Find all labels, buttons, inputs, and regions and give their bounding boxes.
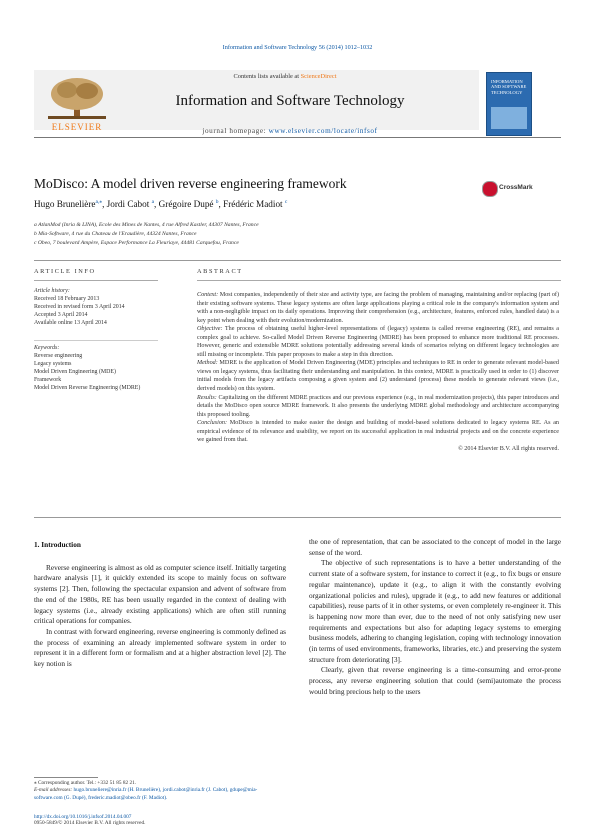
- article-info-heading: ARTICLE INFO: [34, 268, 96, 275]
- journal-cover-thumbnail[interactable]: [486, 72, 532, 136]
- keyword: Model Driven Reverse Engineering (MDRE): [34, 385, 141, 391]
- author-affiliation-mark[interactable]: a: [151, 199, 155, 205]
- author-name: Frédéric Madiot: [223, 199, 283, 210]
- abstract-label: Conclusion:: [197, 420, 228, 427]
- keyword: Reverse engineering: [34, 353, 83, 359]
- author-name: Jordi Cabot: [106, 199, 150, 210]
- elsevier-tree-icon: [34, 74, 120, 122]
- homepage-link[interactable]: www.elsevier.com/locate/infsof: [268, 127, 378, 135]
- copyright-notice: © 2014 Elsevier B.V. All rights reserved.: [458, 445, 559, 452]
- abstract-text: Most companies, independently of their size and activity type, are facing the problem of managing, maintaining and/or replacing (part of) their existing software systems. These legacy systems are often large applications playing a critical role in the company's information system and with a non-negligible impact on its daily operations. Improving their comprehension (e.g., architecture, features, enforced rules, handled data) is a key point when dealing with their evolution/modernization.: [197, 292, 559, 324]
- journal-reference[interactable]: Information and Software Technology 56 (2014) 1012–1032: [222, 44, 373, 51]
- abstract-label: Method:: [197, 360, 218, 367]
- homepage-prefix: journal homepage:: [202, 127, 269, 135]
- abstract-method: [197, 359, 559, 393]
- article-info-subdivider: [34, 340, 158, 341]
- affiliation-line: b Mia-Software, 4 rue du Chateau de l'Eraudière, 44324 Nantes, France: [34, 231, 197, 237]
- section-divider: [34, 517, 561, 518]
- body-paragraph: Clearly, given that reverse engineering is a time-consuming and error-prone process, any reverse engineering solution that could (semi)automate the process would bring precious help to the users: [309, 665, 561, 696]
- abstract-text: MDRE is the application of Model Driven Engineering (MDE) principles and techniques to RE in order to generate relevant model-based views on legacy systems, thus facilitating their understanding and manipulation. In this context, MDRE is practically used in order to (1) discover initial models from the legacy artifacts composing a given system and (2) understand (process) these models to generate relevant views (i.e., derived models) on this system.: [197, 360, 559, 393]
- abstract-label: Context:: [197, 292, 219, 298]
- abstract-heading: ABSTRACT: [197, 268, 243, 275]
- body-paragraph: In contrast with forward engineering, reverse engineering is commonly defined as the process of examining an already implemented software system in order to represent it in a different form or formalism and at a higher abstraction level [2]. The key notion is: [34, 626, 286, 669]
- publisher-logo-text: ELSEVIER: [51, 122, 103, 132]
- footnotes: [34, 780, 284, 802]
- article-title: MoDisco: A model driven reverse engineering framework: [34, 176, 347, 191]
- abstract-objective: [197, 325, 559, 359]
- crossmark-label: CrossMark: [499, 184, 533, 191]
- body-paragraph: Reverse engineering is almost as old as computer science itself. Initially targeting hardware analysis [1], it quickly extended its scope to mainly focus on software systems [2]. Then, following the spectacular expansion and advent of software from the end of the 1980s, RE has been usually regarded in the context of dealing with legacy systems (i.e., already existing applications) which are often still running critical operations for companies.: [34, 562, 286, 626]
- affiliations: [34, 221, 554, 248]
- keyword: Framework: [34, 377, 62, 383]
- corresponding-author-note: ⁎ Corresponding author. Tel.: +332 51 85 82 21.: [34, 780, 137, 786]
- body-column-right: [309, 537, 561, 698]
- sciencedirect-link[interactable]: ScienceDirect: [300, 73, 337, 80]
- section-divider: [34, 260, 561, 261]
- keywords-label: Keywords:: [34, 345, 60, 351]
- email-addresses[interactable]: hugo.bruneliere@inria.fr (H. Brunelière), jordi.cabot@inria.fr (J. Cabot), gdupe@mia-software.com (G. Dupé), frederic.madiot@obeo.fr (F. Madiot).: [34, 787, 258, 801]
- abstract-text: The process of obtaining useful higher-level representations of (legacy) systems is called reverse engineering (RE), and remains a complex goal to achieve. So-called Model Driven Reverse Engineering (MDRE) has been proposed to enhance more traditional RE processes. However, generic and extensible MDRE solutions potentially addressing several kinds of scenarios relying on different legacy technologies are still missing or incomplete. This paper proposes to make a step in this direction.: [197, 326, 559, 358]
- body-paragraph: the one of representation, that can be associated to the concept of model in the large sense of the word.: [309, 537, 561, 557]
- keyword: Model Driven Engineering (MDE): [34, 369, 116, 375]
- abstract-context: [197, 291, 559, 325]
- abstract-text: MoDisco is intended to make easier the design and building of model-based solutions dedicated to legacy systems RE. As an empirical evidence of its relevance and usability, we report on its successful application in real industrial projects and on the concrete experience we gained from that.: [197, 420, 559, 444]
- abstract-divider: [197, 280, 561, 281]
- author-list: Hugo Brunelière$^{a,⁎}$, Jordi Cabot $^a$, Grégoire Dupé $^b$, Frédéric Madiot $^c$: [34, 199, 288, 210]
- doi-rights: 0950-5849/© 2014 Elsevier B.V. All rights reserved.: [34, 820, 146, 826]
- email-note: [34, 787, 284, 802]
- history-label: Article history:: [34, 288, 70, 294]
- author-affiliation-mark[interactable]: b: [215, 199, 219, 205]
- email-label: E-mail addresses:: [34, 787, 73, 794]
- keywords: [34, 344, 184, 392]
- abstract-label: Objective:: [197, 326, 223, 333]
- footnote-divider: [34, 777, 98, 778]
- abstract-conclusion: [197, 419, 559, 445]
- body-column-left: [34, 540, 286, 670]
- affiliation-line: c Obeo, 7 boulevard Ampère, Espace Performance La Fleuriaye, 44481 Carquefou, France: [34, 240, 239, 246]
- history-item: Received in revised form 3 April 2014: [34, 304, 125, 310]
- crossmark-badge[interactable]: [482, 181, 552, 197]
- abstract-label: Results:: [197, 394, 217, 401]
- journal-homepage: [140, 127, 440, 135]
- article-history: [34, 287, 184, 327]
- abstract-results: [197, 394, 559, 420]
- header-divider: [34, 137, 561, 138]
- abstract-body: [197, 291, 559, 453]
- contents-prefix: Contents lists available at: [233, 73, 301, 80]
- affiliation-line: a AtlanMod (Inria & LINA), Ecole des Mines de Nantes, 4 rue Alfred Kastler, 44307 Nantes, France: [34, 222, 259, 228]
- article-info-divider: [34, 280, 158, 281]
- cover-graphic: [491, 107, 527, 129]
- history-item: Accepted 3 April 2014: [34, 312, 88, 318]
- cover-title: INFORMATION AND SOFTWARE TECHNOLOGY: [491, 79, 527, 95]
- elsevier-logo: [34, 74, 120, 132]
- keyword: Legacy systems: [34, 361, 72, 367]
- author-name: Hugo Brunelière: [34, 199, 96, 210]
- doi-link[interactable]: http://dx.doi.org/10.1016/j.infsof.2014.04.007: [34, 814, 132, 820]
- intro-heading: 1. Introduction: [34, 540, 81, 549]
- abstract-text: Capitalizing on the different MDRE practices and our previous experience (e.g., in real modernization projects), this paper introduces and details the MoDisco open source MDRE framework. It also presents the underlying MDRE global methodology and architecture accompanying this proposed tooling.: [197, 394, 559, 418]
- contents-available-line: [170, 73, 400, 80]
- body-paragraph: The objective of such representations is to have a better understanding of the current state of a software system, for instance to correct it (e.g., to fix bugs or ensure regular maintenance), update it (e.g., to align it with the constantly evolving organizational policies and rules), upgrade it (e.g., to add new features or additional capabilities), reuse parts of it in other systems, or even completely re-engineer it. This is happening now more than ever, due to the need of not only satisfying new user requirements and expectations but also for adapting legacy systems to emerging business models, adhering to changing legislation, coping with technology innovation (in terms of used environments, frameworks, libraries, etc.) and preserving the system structure from deteriorating [3].: [309, 558, 561, 664]
- author-name: Grégoire Dupé: [158, 199, 214, 210]
- history-item: Available online 13 April 2014: [34, 320, 107, 326]
- history-item: Received 18 February 2013: [34, 296, 100, 302]
- journal-title: Information and Software Technology: [175, 93, 405, 109]
- author-affiliation-mark[interactable]: a,⁎: [95, 199, 103, 205]
- doi-block: [34, 814, 284, 826]
- author-affiliation-mark[interactable]: c: [284, 199, 288, 205]
- crossmark-icon: [482, 181, 498, 197]
